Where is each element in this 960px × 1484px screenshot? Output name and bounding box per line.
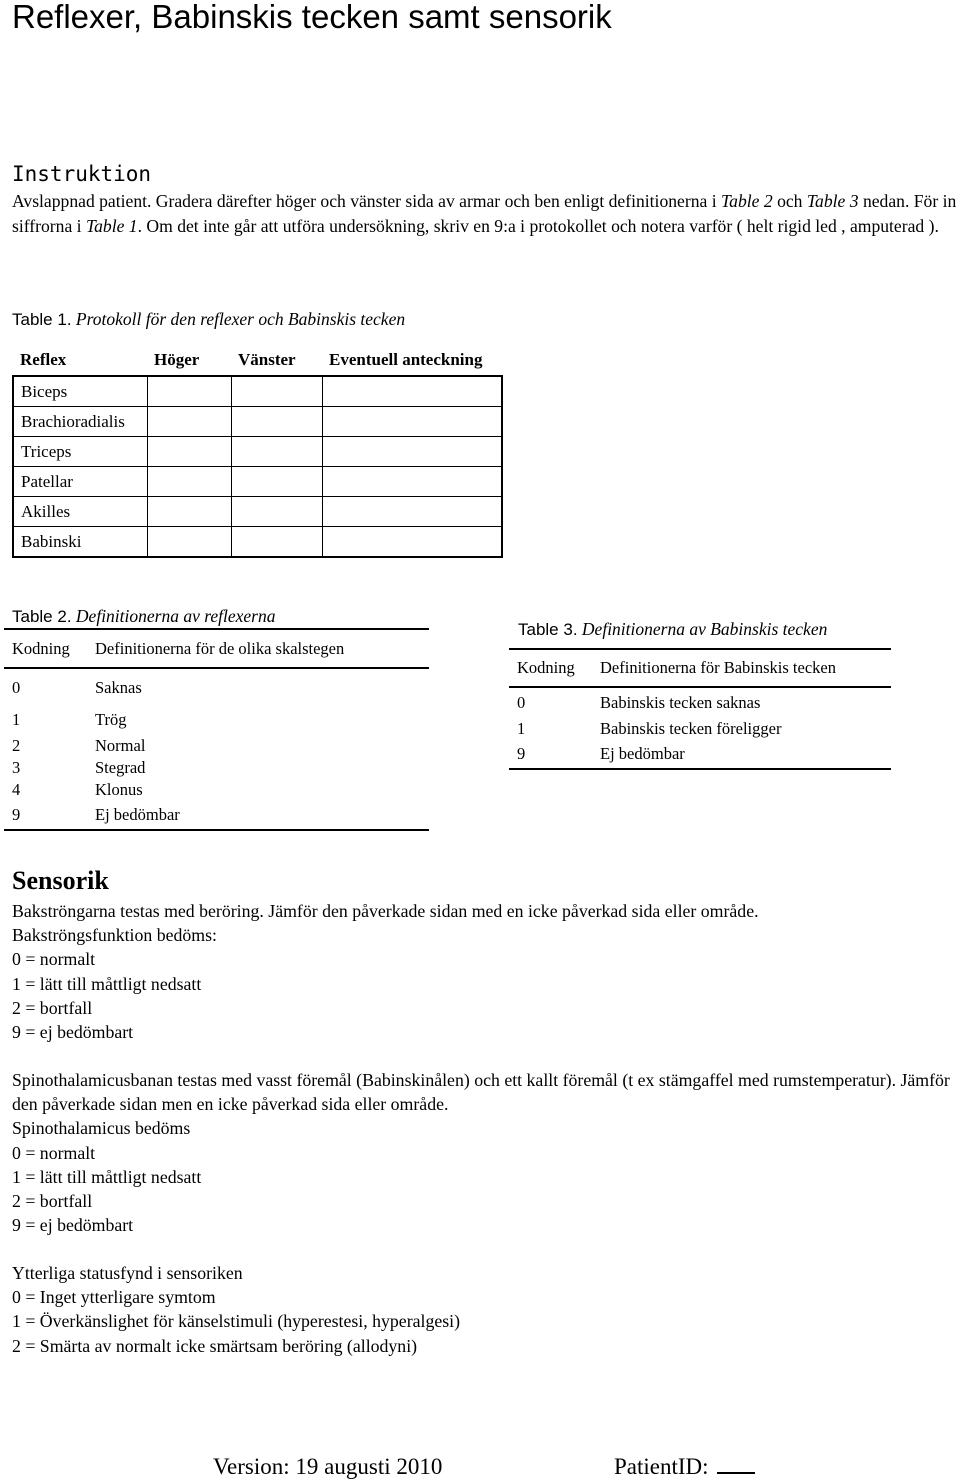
table-row xyxy=(13,376,502,407)
code-cell: 0 xyxy=(12,678,21,697)
table2-label: Table 2. xyxy=(12,607,72,626)
note-cell[interactable] xyxy=(322,407,502,437)
sensorik-block-baksträngar xyxy=(12,899,958,1044)
note-cell[interactable] xyxy=(322,497,502,527)
note-cell[interactable] xyxy=(322,467,502,497)
table-row xyxy=(13,497,502,527)
table-row xyxy=(509,718,891,740)
page-title: Reflexer, Babinskis tecken samt sensorik xyxy=(12,0,612,35)
text-line: 1 = lätt till måttligt nedsatt xyxy=(12,973,202,994)
vanster-cell[interactable] xyxy=(231,407,322,437)
definition-cell: Saknas xyxy=(95,678,142,697)
vanster-cell[interactable] xyxy=(231,376,322,407)
text-line: 2 = bortfall xyxy=(12,997,93,1018)
col-anteckning: Eventuell anteckning xyxy=(322,344,502,376)
reflex-name: Biceps xyxy=(13,376,147,407)
vanster-cell[interactable] xyxy=(231,497,322,527)
text-line: 1 = lätt till måttligt nedsatt xyxy=(12,1166,202,1187)
hoger-cell[interactable] xyxy=(147,467,231,497)
reflex-name: Brachioradialis xyxy=(13,407,147,437)
definition-cell: Babinskis tecken saknas xyxy=(600,693,761,712)
sensorik-heading: Sensorik xyxy=(12,866,109,895)
table-row xyxy=(4,735,429,757)
text-line: 2 = bortfall xyxy=(12,1191,93,1212)
table-row xyxy=(4,801,429,830)
note-cell[interactable] xyxy=(322,527,502,558)
ref-table1: Table 1 xyxy=(85,215,138,236)
table-row xyxy=(13,407,502,437)
hoger-cell[interactable] xyxy=(147,527,231,558)
text-line: 9 = ej bedömbart xyxy=(12,1022,134,1043)
text-line: 0 = normalt xyxy=(12,1142,96,1163)
table-row xyxy=(4,699,429,735)
instruction-and: och xyxy=(777,191,803,211)
definition-cell: Ej bedömbar xyxy=(95,805,180,824)
col-definition: Definitionerna för Babinskis tecken xyxy=(592,649,891,687)
footer-version: Version: 19 augusti 2010 xyxy=(213,1454,443,1479)
text-line: 2 = Smärta av normalt icke smärtsam beröring (allodyni) xyxy=(12,1335,418,1356)
col-reflex: Reflex xyxy=(13,344,147,376)
hoger-cell[interactable] xyxy=(147,376,231,407)
table2-title: Definitionerna av reflexerna xyxy=(75,606,276,626)
code-cell: 0 xyxy=(517,693,526,712)
text-paragraph: Spinothalamicusbanan testas med vasst föremål (Babinskinålen) och ett kallt föremål (t ex stämgaffel med rumstemperatur). Jämför den påverkade sidan men en icke påverkad sida eller område. xyxy=(12,1070,950,1115)
col-hoger: Höger xyxy=(147,344,231,376)
code-cell: 4 xyxy=(12,780,21,799)
table-row xyxy=(4,779,429,801)
table-row xyxy=(4,668,429,699)
col-vanster: Vänster xyxy=(231,344,322,376)
code-cell: 1 xyxy=(517,719,526,738)
patient-id-label: PatientID: xyxy=(614,1454,709,1479)
definition-cell: Ej bedömbar xyxy=(600,744,685,763)
text-line: Bakströngarna testas med beröring. Jämför den påverkade sidan med en icke påverkad sida eller område. xyxy=(12,901,759,921)
text-line: 0 = normalt xyxy=(12,949,96,970)
note-cell[interactable] xyxy=(322,437,502,467)
vanster-cell[interactable] xyxy=(231,527,322,558)
table-row xyxy=(13,527,502,558)
ref-table2: Table 2 xyxy=(721,191,773,211)
sensorik-block-statusfynd xyxy=(12,1261,958,1358)
text-line: 9 = ej bedömbart xyxy=(12,1215,134,1236)
text-line: Bakströngsfunktion bedöms: xyxy=(12,925,217,946)
vanster-cell[interactable] xyxy=(231,437,322,467)
table3-caption xyxy=(518,619,827,640)
table-row xyxy=(13,467,502,497)
reflex-definitions-table xyxy=(4,628,429,831)
definition-cell: Trög xyxy=(95,710,127,729)
table-header-row xyxy=(4,629,429,668)
definition-cell: Stegrad xyxy=(95,758,146,777)
col-definition: Definitionerna för de olika skalstegen xyxy=(87,629,429,668)
code-cell: 2 xyxy=(12,736,21,755)
instruction-text xyxy=(12,189,958,238)
table1-caption xyxy=(12,309,405,330)
reflex-protocol-table xyxy=(12,344,503,558)
reflex-name: Patellar xyxy=(13,467,147,497)
instruction-line1: Avslappnad patient. Gradera därefter höger och vänster sida av armar och ben enligt definitionerna i xyxy=(12,191,717,211)
table3-label: Table 3. xyxy=(518,620,578,639)
code-cell: 9 xyxy=(517,744,526,763)
col-kodning: Kodning xyxy=(509,649,592,687)
ref-table3: Table 3 xyxy=(806,191,859,211)
table1-label: Table 1. xyxy=(12,310,72,329)
reflex-name: Babinski xyxy=(13,527,147,558)
patient-id-field[interactable] xyxy=(717,1454,755,1474)
text-line: 0 = Inget ytterligare symtom xyxy=(12,1287,216,1308)
sensorik-block-spinothalamicus xyxy=(12,1068,958,1237)
table-row xyxy=(509,740,891,769)
footer-patient-id xyxy=(614,1454,755,1480)
reflex-name: Triceps xyxy=(13,437,147,467)
table-row xyxy=(13,437,502,467)
code-cell: 3 xyxy=(12,758,21,777)
table1-title: Protokoll för den reflexer och Babinskis tecken xyxy=(75,309,406,329)
text-line: Spinothalamicus bedöms xyxy=(12,1118,191,1139)
hoger-cell[interactable] xyxy=(147,497,231,527)
table-row xyxy=(4,757,429,779)
note-cell[interactable] xyxy=(322,376,502,407)
table-header-row xyxy=(509,649,891,687)
vanster-cell[interactable] xyxy=(231,467,322,497)
definition-cell: Babinskis tecken föreligger xyxy=(600,719,782,738)
code-cell: 9 xyxy=(12,805,21,824)
definition-cell: Klonus xyxy=(95,780,143,799)
table-header-row xyxy=(13,344,502,376)
instruction-line3: . Om det inte går att utföra undersökning, skriv en 9:a i protokollet och notera varför ( helt rigid led , amputerad ). xyxy=(137,215,939,236)
instruction-line2: nedan. För in siffrorna i xyxy=(12,191,957,236)
table-row xyxy=(509,687,891,718)
table2-caption xyxy=(12,606,276,627)
col-kodning: Kodning xyxy=(4,629,87,668)
instruction-heading: Instruktion xyxy=(12,162,152,186)
hoger-cell[interactable] xyxy=(147,437,231,467)
reflex-name: Akilles xyxy=(13,497,147,527)
table3-title: Definitionerna av Babinskis tecken xyxy=(581,619,828,639)
babinski-definitions-table xyxy=(509,648,891,770)
text-line: Ytterliga statusfynd i sensoriken xyxy=(12,1263,243,1283)
text-line: 1 = Överkänslighet för känselstimuli (hyperestesi, hyperalgesi) xyxy=(12,1311,461,1332)
code-cell: 1 xyxy=(12,710,21,729)
definition-cell: Normal xyxy=(95,736,146,755)
hoger-cell[interactable] xyxy=(147,407,231,437)
